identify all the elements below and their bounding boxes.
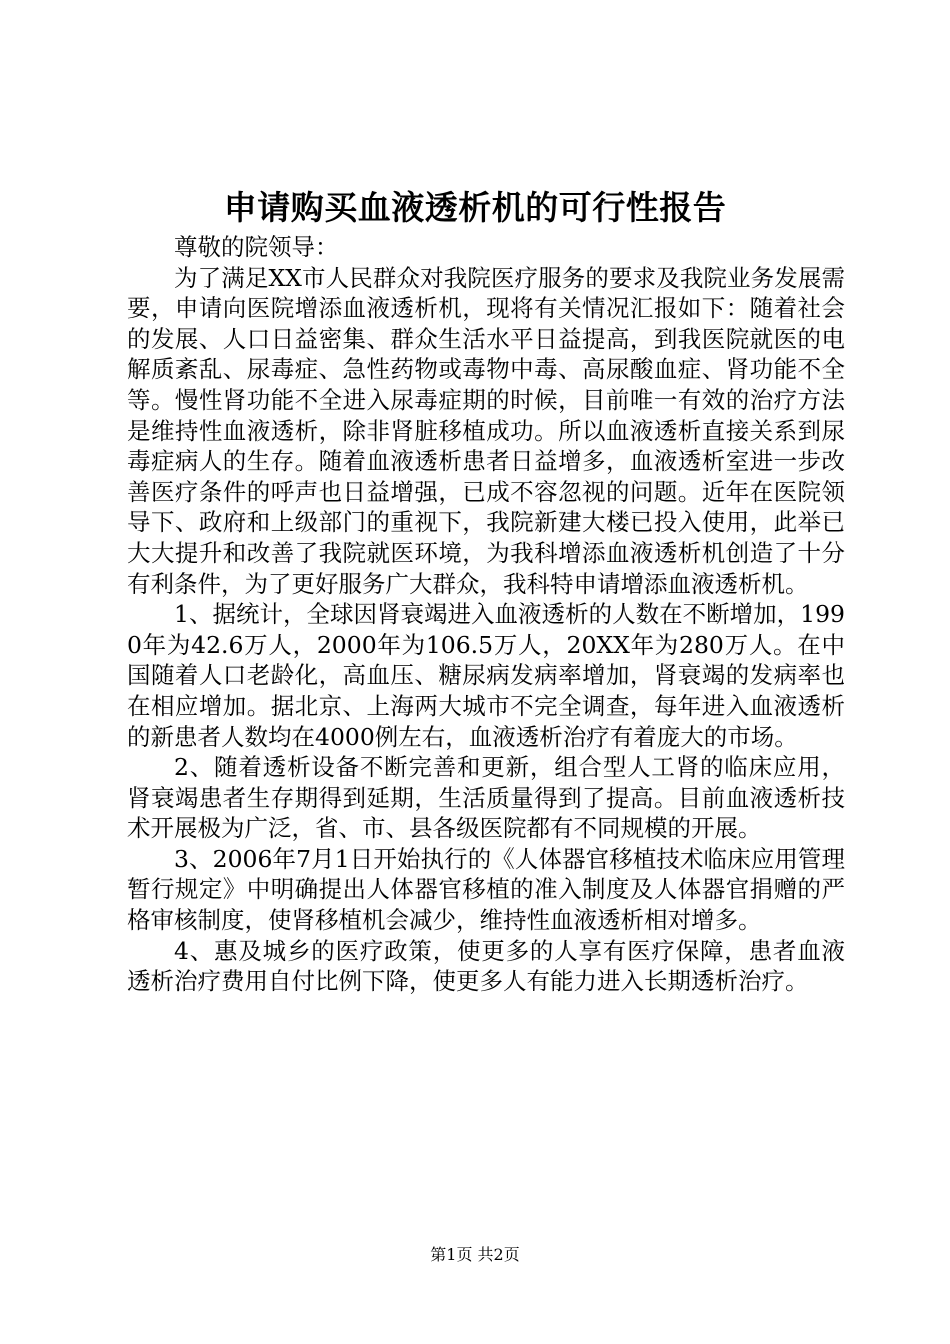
paragraph-intro: 为了满足XX市人民群众对我院医疗服务的要求及我院业务发展需要，申请向医院增添血液透析机，现将有关情况汇报如下：随着社会的发展、人口日益密集、群众生活水平日益提高，到我医院就医的电解质紊乱、尿毒症、急性药物或毒物中毒、高尿酸血症、肾功能不全等。慢性肾功能不全进入尿毒症期的时候，目前唯一有效的治疗方法是维持性血液透析，除非肾脏移植成功。所以血液透析直接关系到尿毒症病人的生存。随着血液透析患者日益增多，血液透析室进一步改善医疗条件的呼声也日益增强，已成不容忽视的问题。近年在医院领导下、政府和上级部门的重视下，我院新建大楼已投入使用，此举已大大提升和改善了我院就医环境，为我科增添血液透析机创造了十分有利条件，为了更好服务广大群众，我科特申请增添血液透析机。 [127, 263, 845, 598]
salutation: 尊敬的院领导： [174, 233, 339, 261]
paragraph-point-1: 1、据统计，全球因肾衰竭进入血液透析的人数在不断增加，1990年为42.6万人，2000年为106.5万人，20XX年为280万人。在中国随着人口老龄化，高血压、糖尿病发病率增加，肾衰竭的发病率也在相应增加。据北京、上海两大城市不完全调查，每年进入血液透析的新患者人数均在4000例左右，血液透析治疗有着庞大的市场。 [127, 600, 845, 751]
document-body [127, 232, 845, 997]
paragraph-point-3: 3、2006年7月1日开始执行的《人体器官移植技术临床应用管理暂行规定》中明确提出人体器官移植的准入制度及人体器官捐赠的严格审核制度，使肾移植机会减少，维持性血液透析相对增多。 [127, 844, 845, 935]
paragraph-point-2: 2、随着透析设备不断完善和更新，组合型人工肾的临床应用，肾衰竭患者生存期得到延期，生活质量得到了提高。目前血液透析技术开展极为广泛，省、市、县各级医院都有不同规模的开展。 [127, 753, 845, 843]
document-title: 申请购买血液透析机的可行性报告 [223, 188, 727, 227]
page-number-footer: 第1页 共2页 [430, 1245, 520, 1264]
paragraph-point-4: 4、惠及城乡的医疗政策，使更多的人享有医疗保障，患者血液透析治疗费用自付比例下降，使更多人有能力进入长期透析治疗。 [127, 936, 845, 996]
